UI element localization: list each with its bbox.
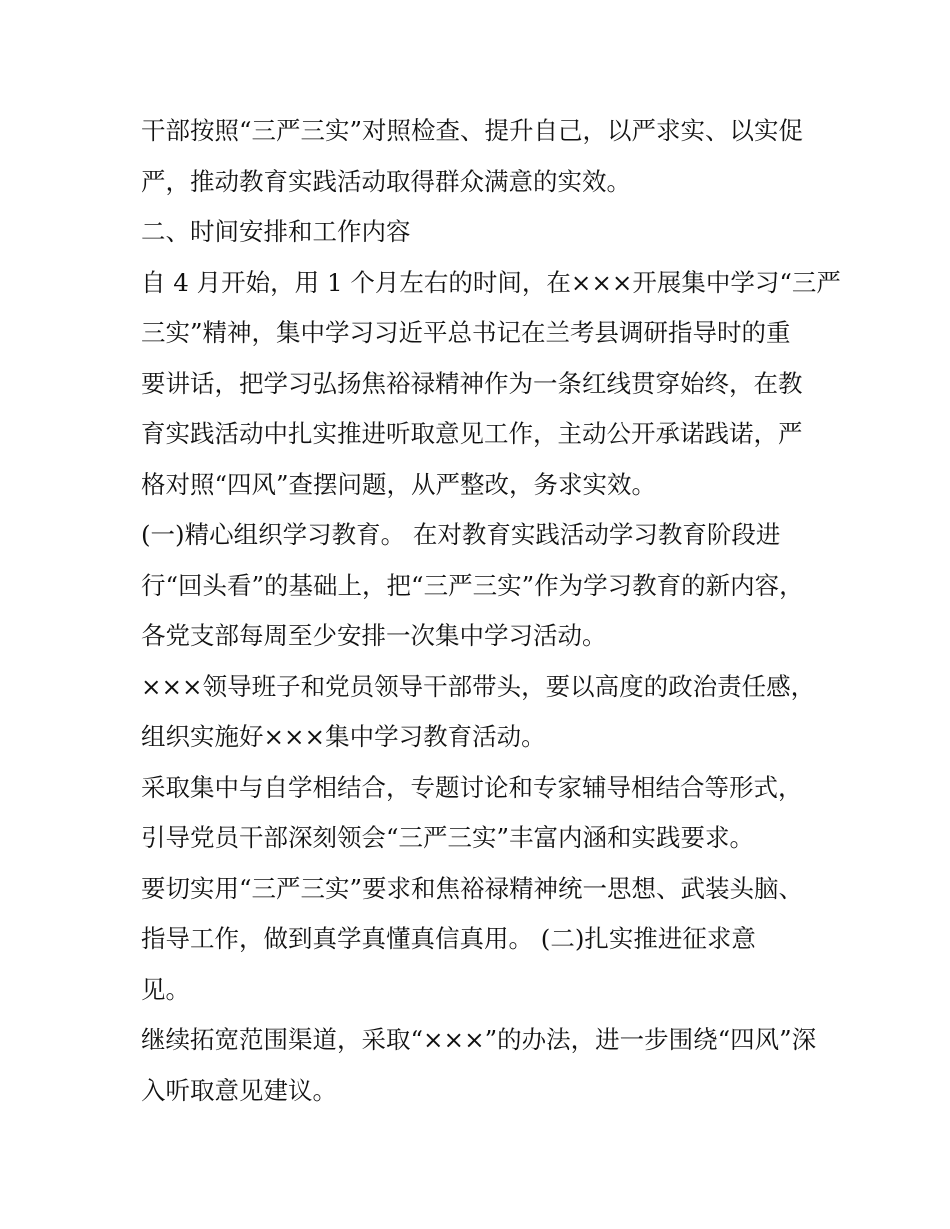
text-line: 见。 — [141, 974, 190, 1004]
document-body — [141, 106, 841, 1116]
text-line: 指导工作，做到真学真懂真信真用。 (二)扎实推进征求意 — [141, 924, 756, 953]
text-line: 组织实施好×××集中学习教育活动。 — [141, 722, 546, 751]
text-line: 采取集中与自学相结合，专题讨论和专家辅导相结合等形式， — [141, 772, 803, 802]
text-line: 行“回头看”的基础上，把“三严三实”作为学习教育的新内容， — [141, 570, 804, 600]
text-line: 严，推动教育实践活动取得群众满意的实效。 — [141, 166, 631, 196]
text-line: 入听取意见建议。 — [141, 1075, 337, 1105]
text-line: (一)精心组织学习教育。 在对教育实践活动学习教育阶段进 — [141, 520, 781, 549]
text-line: 各党支部每周至少安排一次集中学习活动。 — [141, 621, 607, 650]
section-heading: 二、时间安排和工作内容 — [141, 217, 411, 246]
text-line: 要切实用“三严三实”要求和焦裕禄精神统一思想、武装头脑、 — [141, 873, 804, 903]
text-line: 干部按照“三严三实”对照检查、提升自己，以严求实、以实促 — [141, 116, 804, 145]
text-line: 育实践活动中扎实推进听取意见工作，主动公开承诺践诺，严 — [141, 419, 803, 448]
text-line: 格对照“四风”查摆问题，从严整改，务求实效。 — [141, 469, 657, 499]
text-line: 要讲话，把学习弘扬焦裕禄精神作为一条红线贯穿始终，在教 — [141, 368, 803, 398]
text-line: 引导党员干部深刻领会“三严三实”丰富内涵和实践要求。 — [141, 823, 755, 852]
text-line: 继续拓宽范围渠道，采取“×××”的办法，进一步围绕“四风”深 — [141, 1025, 817, 1054]
text-line: 自 4 月开始，用 1 个月左右的时间，在×××开展集中学习“三严 — [141, 267, 841, 297]
text-line: ×××领导班子和党员领导干部带头，要以高度的政治责任感， — [141, 671, 816, 701]
text-line: 三实”精神，集中学习习近平总书记在兰考县调研指导时的重 — [141, 318, 791, 347]
